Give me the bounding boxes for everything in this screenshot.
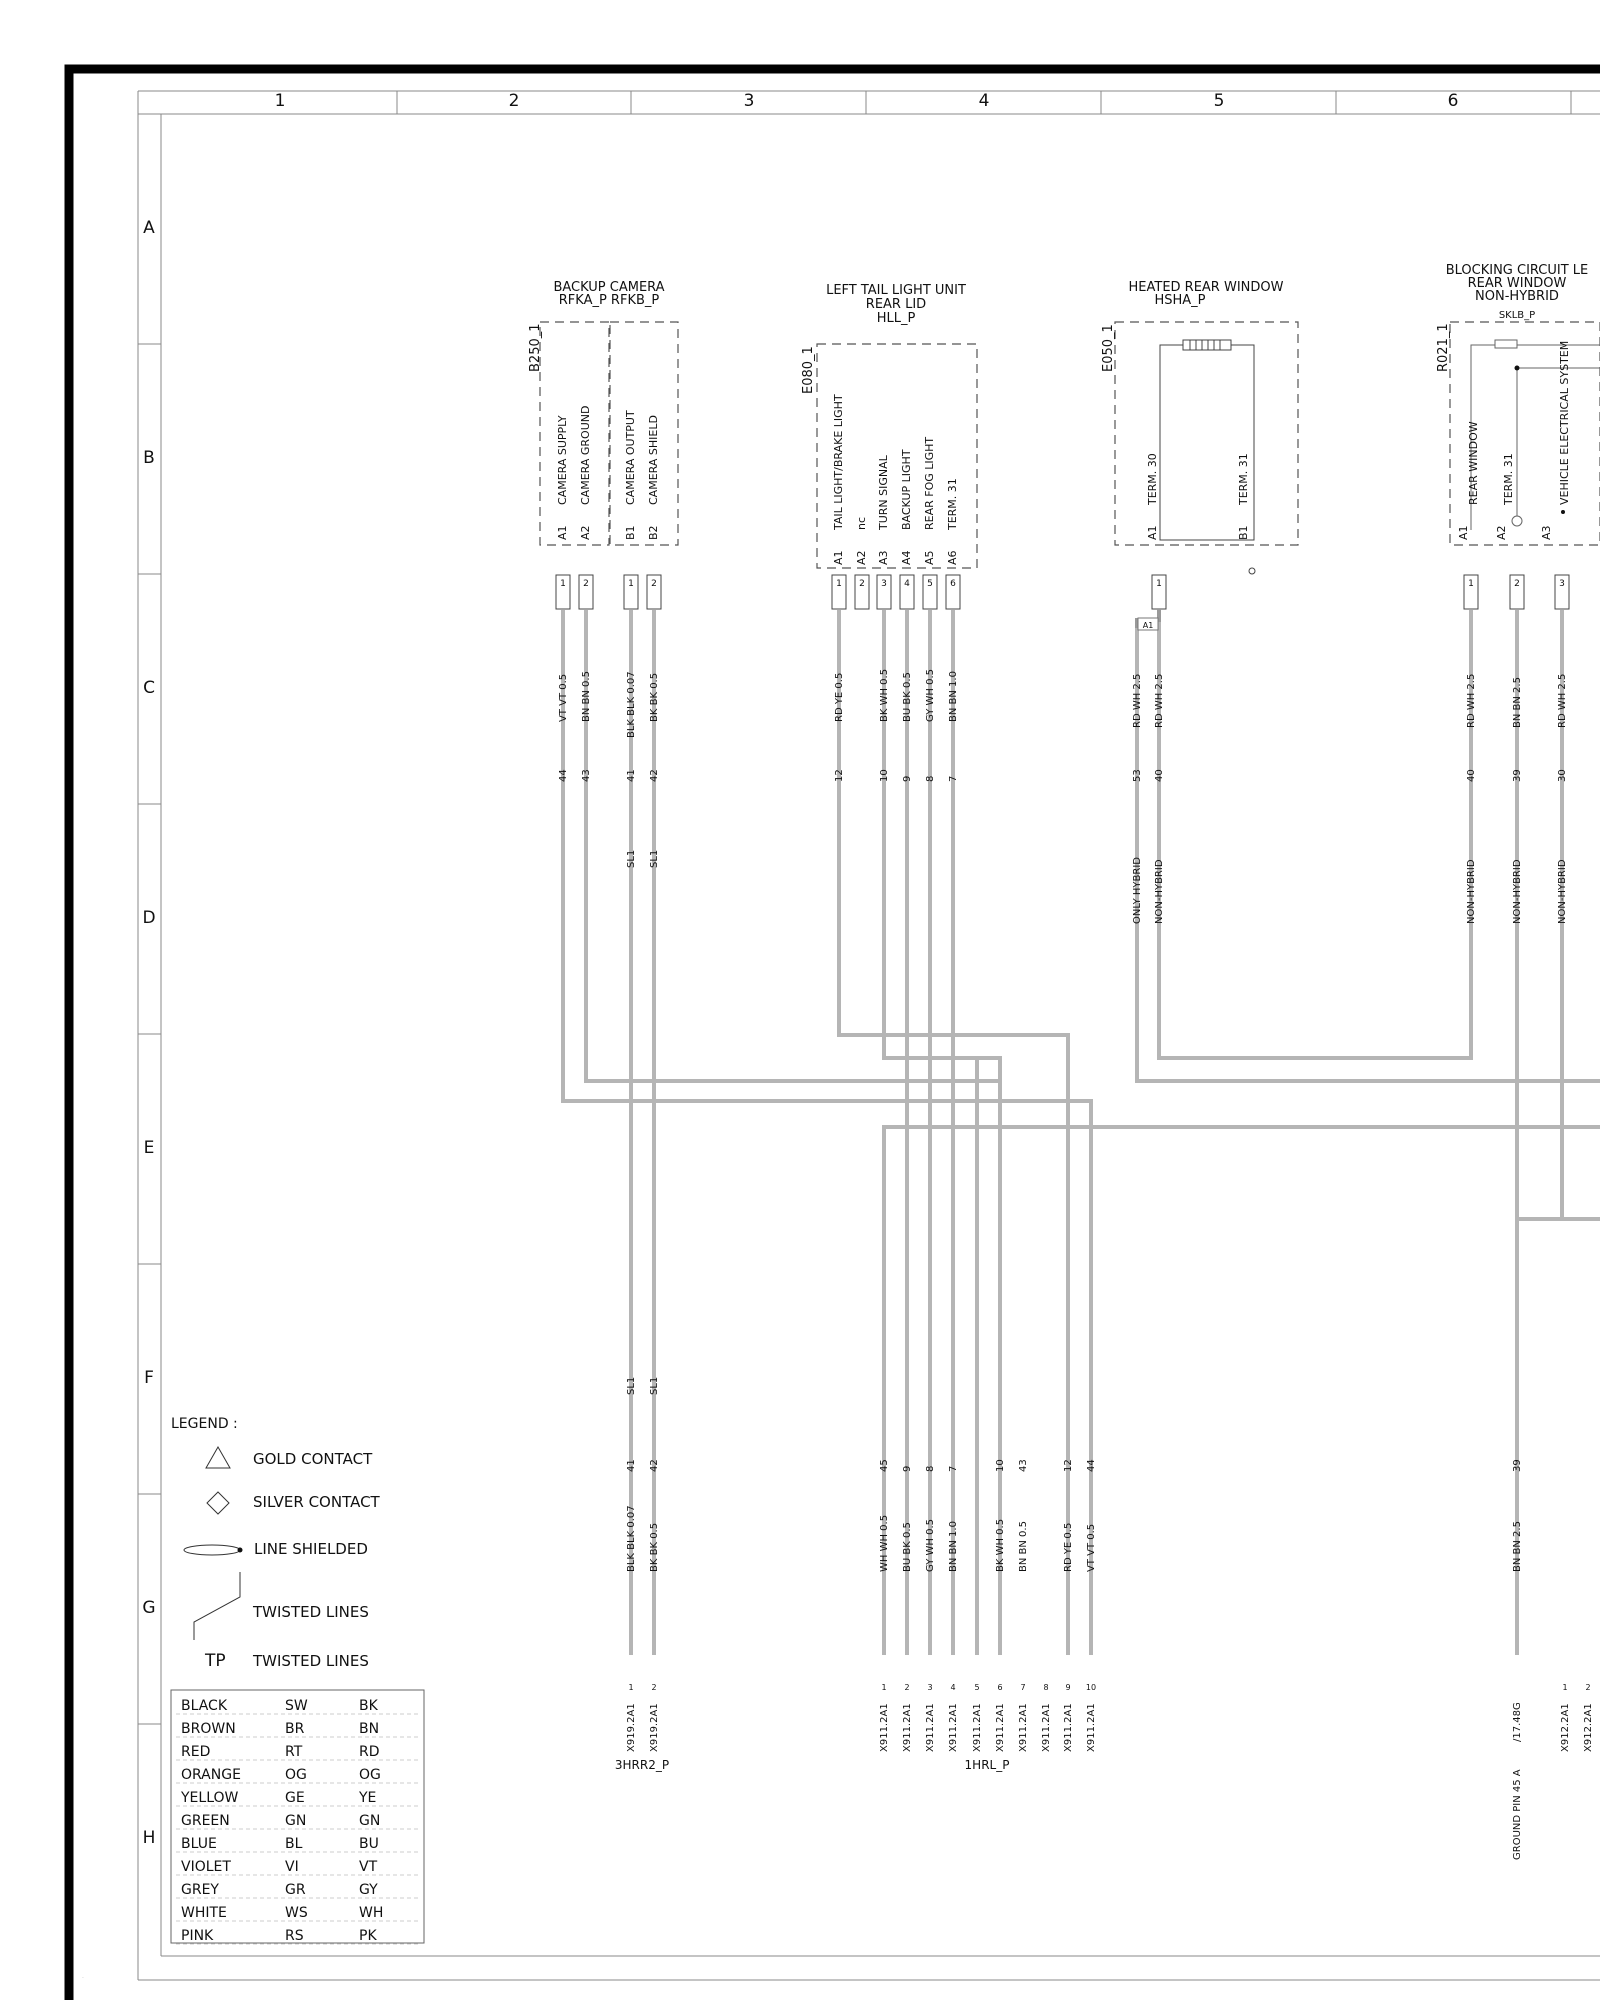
tail-socket-6: 6 xyxy=(950,579,956,589)
camera-socket-1: 1 xyxy=(560,579,566,589)
tail-socket-5: 5 xyxy=(927,579,933,589)
x911-circuit: 12 xyxy=(1063,1459,1074,1472)
column-label-2: 2 xyxy=(508,91,520,111)
blocking-code: SKLB_P xyxy=(1498,310,1536,321)
camera-pin-a1: A1 xyxy=(556,525,569,540)
legend-gold: GOLD CONTACT xyxy=(253,1450,373,1468)
circuit-42: 42 xyxy=(649,769,660,782)
color-cell: RT xyxy=(285,1744,303,1760)
backup-camera-title: BACKUP CAMERA xyxy=(553,280,665,295)
column-label-3: 3 xyxy=(743,91,755,111)
wire-40-rd-wh xyxy=(1159,610,1471,1058)
circuit-43: 43 xyxy=(581,769,592,782)
wire-45-wh-wh xyxy=(884,1127,1600,1655)
wire-label-9: BU BK 0.5 xyxy=(902,672,913,722)
circuit-44: 44 xyxy=(558,769,569,782)
blocking-subtitle-2: NON-HYBRID xyxy=(1475,289,1559,304)
turn-signal-label: TURN SIGNAL xyxy=(877,455,890,530)
wire-label-39: BN BN 2.5 xyxy=(1512,677,1523,728)
wire-label-8: GY WH 0.5 xyxy=(925,668,936,722)
color-cell: WS xyxy=(285,1905,308,1921)
color-cell: YELLOW xyxy=(181,1790,239,1806)
color-cell: BN xyxy=(359,1721,380,1737)
row-label-g: G xyxy=(142,1598,156,1618)
blocking-socket-1: 1 xyxy=(1468,579,1474,589)
rear-fog-label: REAR FOG LIGHT xyxy=(923,436,936,530)
column-label-6: 6 xyxy=(1447,91,1459,111)
legend-twisted: TWISTED LINES xyxy=(253,1603,369,1621)
tail-light-code: HLL_P xyxy=(876,311,916,326)
x911-pos: 6 xyxy=(997,1683,1003,1692)
x911-circuit: 9 xyxy=(902,1465,913,1472)
x911-wire: BK WH 0.5 xyxy=(995,1518,1006,1572)
shield-sl1-a: SL1 xyxy=(626,849,637,868)
color-cell: RS xyxy=(285,1928,304,1944)
x911-pin: X911.2A1 xyxy=(879,1703,890,1752)
x919-pin-1: X919.2A1 xyxy=(626,1703,637,1752)
tail-socket-4: 4 xyxy=(904,579,910,589)
x911-pin: X911.2A1 xyxy=(948,1703,959,1752)
x919-wire-1: BLK BLK 0.07 xyxy=(626,1505,637,1572)
color-cell: WH xyxy=(359,1905,384,1921)
color-cell: BLACK xyxy=(181,1698,228,1714)
x911-pos: 4 xyxy=(950,1683,956,1692)
color-cell: BU xyxy=(359,1836,379,1852)
legend-tp-symbol: TP xyxy=(205,1651,226,1671)
row-label-b: B xyxy=(143,448,155,468)
wire-label-42: BK BK 0.5 xyxy=(649,672,660,722)
x911-pin: X911.2A1 xyxy=(1041,1703,1052,1752)
x911-wire: BN BN 1.0 xyxy=(948,1521,959,1572)
note-only-hybrid: ONLY HYBRID xyxy=(1132,857,1143,924)
color-cell: OG xyxy=(285,1767,307,1783)
legend xyxy=(171,1416,424,1944)
line-shielded-icon xyxy=(184,1545,240,1555)
x911-wire: WH WH 0.5 xyxy=(879,1514,890,1572)
column-label-5: 5 xyxy=(1213,91,1225,111)
circuit-40-heated: 40 xyxy=(1154,769,1165,782)
silver-contact-icon xyxy=(207,1492,229,1514)
x919-name: 3HRR2_P xyxy=(614,1758,670,1772)
wire-label-12: RD YE 0.5 xyxy=(834,672,845,722)
heated-pin-b1: B1 xyxy=(1237,525,1250,540)
row-label-f: F xyxy=(144,1368,154,1388)
legend-tp: TWISTED LINES xyxy=(253,1652,369,1670)
row-label-c: C xyxy=(143,678,155,698)
blocking-subtitle-1: REAR WINDOW xyxy=(1467,276,1567,291)
heating-element-loop xyxy=(1160,345,1254,540)
circuit-40-blocking: 40 xyxy=(1466,769,1477,782)
blocking-socket-3: 3 xyxy=(1559,579,1565,589)
tail-socket-3: 3 xyxy=(881,579,887,589)
camera-pin-a2: A2 xyxy=(579,525,592,540)
x911-pin: X911.2A1 xyxy=(995,1703,1006,1752)
row-label-e: E xyxy=(143,1138,155,1158)
color-cell: GN xyxy=(285,1813,307,1829)
x912-pos-1: 1 xyxy=(1562,1683,1568,1692)
connector-x919[interactable] xyxy=(615,1377,669,1772)
blocking-socket-2: 2 xyxy=(1514,579,1520,589)
color-cell: SW xyxy=(285,1698,308,1714)
x911-circuit: 7 xyxy=(948,1465,959,1472)
tail-light-title: LEFT TAIL LIGHT UNIT xyxy=(826,283,966,298)
camera-socket-4: 2 xyxy=(651,579,657,589)
circuit-8: 8 xyxy=(925,775,936,782)
shield-dot-icon xyxy=(238,1548,243,1553)
wire-label-40-heated: RD WH 2.5 xyxy=(1154,673,1165,728)
heated-term30-label: TERM. 30 xyxy=(1146,453,1159,505)
color-cell: GR xyxy=(285,1882,306,1898)
x911-pos: 2 xyxy=(904,1683,910,1692)
wire-label-41: BLK BLK 0.07 xyxy=(626,671,637,738)
blocking-system-dot xyxy=(1561,510,1565,514)
x911-pos: 3 xyxy=(927,1683,933,1692)
circuit-53: 53 xyxy=(1132,769,1143,782)
camera-output-label: CAMERA OUTPUT xyxy=(624,410,637,505)
x911-pos: 10 xyxy=(1085,1683,1097,1692)
x911-pos: 1 xyxy=(881,1683,887,1692)
tail-pin-a4: A4 xyxy=(900,550,913,565)
color-cell: GREY xyxy=(181,1882,219,1898)
x911-pos: 8 xyxy=(1043,1683,1049,1692)
x919-circuit-1: 41 xyxy=(626,1459,637,1472)
blocking-ref: R021_1 xyxy=(1436,323,1451,372)
color-cell: GREEN xyxy=(181,1813,230,1829)
x911-pos: 9 xyxy=(1065,1683,1071,1692)
tail-pin-a1: A1 xyxy=(832,550,845,565)
wire-label-7: BN BN 1.0 xyxy=(948,671,959,722)
heated-socket-1: 1 xyxy=(1156,579,1162,589)
left-tail-light-component[interactable] xyxy=(801,283,977,782)
blocking-ground-icon xyxy=(1512,516,1522,526)
backup-camera-ref: B250_1 xyxy=(528,323,543,372)
x912-pin-2: X912.2A1 xyxy=(1583,1703,1594,1752)
circuit-30: 30 xyxy=(1557,769,1568,782)
blocking-title: BLOCKING CIRCUIT LE xyxy=(1445,263,1589,278)
ground-wire: BN BN 2.5 xyxy=(1512,1521,1523,1572)
x911-circuit: 10 xyxy=(995,1459,1006,1472)
x911-pos: 7 xyxy=(1020,1683,1026,1692)
heated-window-ref: E050_1 xyxy=(1101,324,1116,372)
x911-name: 1HRL_P xyxy=(964,1758,1010,1772)
wire-label-30: RD WH 2.5 xyxy=(1557,673,1568,728)
backup-camera-connector-a xyxy=(540,322,609,545)
color-cell: BLUE xyxy=(181,1836,217,1852)
color-cell: GE xyxy=(285,1790,305,1806)
color-cell: VI xyxy=(285,1859,299,1875)
camera-socket-3: 1 xyxy=(628,579,634,589)
note-non-hybrid-3: NON-HYBRID xyxy=(1557,859,1568,924)
blocking-pin-a3: A3 xyxy=(1540,525,1553,540)
tail-nc-label: nc xyxy=(855,516,868,530)
x911-pin: X911.2A1 xyxy=(902,1703,913,1752)
heated-window-title: HEATED REAR WINDOW xyxy=(1128,280,1284,295)
gold-contact-icon xyxy=(206,1447,230,1468)
circuit-7: 7 xyxy=(948,775,959,782)
color-cell: RD xyxy=(359,1744,380,1760)
twisted-lines-icon xyxy=(194,1572,240,1640)
heated-window-connector xyxy=(1115,322,1298,545)
color-cell: PINK xyxy=(181,1928,214,1944)
tail-pin-a5: A5 xyxy=(923,550,936,565)
color-cell: BR xyxy=(285,1721,305,1737)
heated-window-code: HSHA_P xyxy=(1154,293,1206,308)
x911-pin: X911.2A1 xyxy=(1018,1703,1029,1752)
ground-circuit: 39 xyxy=(1512,1459,1523,1472)
x911-wire: VT VT 0.5 xyxy=(1086,1523,1097,1572)
row-label-d: D xyxy=(142,908,156,928)
heated-ground-terminal xyxy=(1249,568,1255,574)
row-label-h: H xyxy=(142,1828,156,1848)
x911-pin: X911.2A1 xyxy=(925,1703,936,1752)
color-cell: BK xyxy=(359,1698,378,1714)
x911-wire: GY WH 0.5 xyxy=(925,1518,936,1572)
circuit-39: 39 xyxy=(1512,769,1523,782)
camera-shield-label: CAMERA SHIELD xyxy=(647,415,660,505)
color-cell: ORANGE xyxy=(181,1767,241,1783)
x919-pos-1: 1 xyxy=(628,1683,634,1692)
color-cell: RED xyxy=(181,1744,211,1760)
note-non-hybrid-heated: NON-HYBRID xyxy=(1154,859,1165,924)
color-cell: VIOLET xyxy=(181,1859,231,1875)
camera-supply-label: CAMERA SUPPLY xyxy=(556,415,569,505)
x911-wire: RD YE 0.5 xyxy=(1063,1522,1074,1572)
circuit-10: 10 xyxy=(879,769,890,782)
row-label-a: A xyxy=(143,218,155,238)
column-label-1: 1 xyxy=(274,91,286,111)
color-cell: OG xyxy=(359,1767,381,1783)
tail-light-ref: E080_1 xyxy=(801,346,816,394)
blocking-pin-a2: A2 xyxy=(1495,525,1508,540)
x911-pin: X911.2A1 xyxy=(1086,1703,1097,1752)
camera-socket-2: 2 xyxy=(583,579,589,589)
blocking-term31-label: TERM. 31 xyxy=(1502,453,1515,505)
tail-light-subtitle: REAR LID xyxy=(865,297,927,312)
camera-pin-b2: B2 xyxy=(647,525,660,540)
color-cell: VT xyxy=(359,1859,378,1875)
blocking-vehicle-system-label: VEHICLE ELECTRICAL SYSTEM xyxy=(1558,340,1571,505)
color-cell: BL xyxy=(285,1836,303,1852)
x911-wire: BU BK 0.5 xyxy=(902,1522,913,1572)
x919-shield-2: SL1 xyxy=(649,1376,660,1395)
x919-pos-2: 2 xyxy=(651,1683,657,1692)
tail-socket-2: 2 xyxy=(859,579,865,589)
ground-ref: /17.48G xyxy=(1512,1702,1523,1742)
backup-camera-subtitle: RFKA_P RFKB_P xyxy=(558,293,660,308)
circuit-12: 12 xyxy=(834,769,845,782)
x911-pos: 5 xyxy=(974,1683,980,1692)
blocking-diode-icon xyxy=(1495,340,1517,348)
x911-pin: X911.2A1 xyxy=(1063,1703,1074,1752)
color-cell: YE xyxy=(359,1790,377,1806)
heated-pin-a1: A1 xyxy=(1146,525,1159,540)
column-label-4: 4 xyxy=(978,91,990,111)
ground-label: GROUND PIN 45 A xyxy=(1512,1769,1523,1860)
x919-circuit-2: 42 xyxy=(649,1459,660,1472)
camera-pin-b1: B1 xyxy=(624,525,637,540)
wire-53-rd-wh xyxy=(1137,620,1600,1081)
circuit-9: 9 xyxy=(902,775,913,782)
row-dividers xyxy=(138,344,161,1724)
wire-44-vt-vt xyxy=(563,610,1091,1655)
note-non-hybrid-1: NON-HYBRID xyxy=(1466,859,1477,924)
heated-term31-label: TERM. 31 xyxy=(1237,453,1250,505)
blocking-junction-dot xyxy=(1515,366,1520,371)
wire-label-40-blocking: RD WH 2.5 xyxy=(1466,673,1477,728)
x912-pos-2: 2 xyxy=(1585,1683,1591,1692)
wire-label-53: RD WH 2.5 xyxy=(1132,673,1143,728)
tail-pin-a6: A6 xyxy=(946,550,959,565)
wire-label-10: BK WH 0.5 xyxy=(879,668,890,722)
x919-shield-1: SL1 xyxy=(626,1376,637,1395)
color-cell: BROWN xyxy=(181,1721,236,1737)
blocking-internal-line xyxy=(1471,345,1600,530)
backup-camera-component[interactable] xyxy=(528,280,678,868)
splice-label: A1 xyxy=(1142,621,1154,630)
color-cell: PK xyxy=(359,1928,377,1944)
x911-wire: BN BN 0.5 xyxy=(1018,1521,1029,1572)
note-non-hybrid-2: NON-HYBRID xyxy=(1512,859,1523,924)
tail-pin-a3: A3 xyxy=(877,550,890,565)
color-cell: WHITE xyxy=(181,1905,227,1921)
camera-pin-sockets xyxy=(556,575,661,609)
blocking-pin-a1: A1 xyxy=(1457,525,1470,540)
corner-mark: . xyxy=(82,1973,84,1980)
wire-label-44: VT VT 0.5 xyxy=(558,673,569,722)
tail-term31-label: TERM. 31 xyxy=(946,478,959,530)
connector-x912[interactable] xyxy=(1560,1683,1594,1752)
tail-pin-sockets xyxy=(832,575,960,609)
tail-socket-1: 1 xyxy=(836,579,842,589)
connector-x911[interactable] xyxy=(879,1459,1097,1772)
legend-title: LEGEND : xyxy=(171,1416,238,1432)
legend-silver: SILVER CONTACT xyxy=(253,1493,380,1511)
wire-43-bn-bn xyxy=(586,610,1000,1655)
x911-pin: X911.2A1 xyxy=(972,1703,983,1752)
x911-circuit: 43 xyxy=(1018,1459,1029,1472)
x912-pin-1: X912.2A1 xyxy=(1560,1703,1571,1752)
legend-shielded: LINE SHIELDED xyxy=(254,1540,368,1558)
x911-circuit: 44 xyxy=(1086,1459,1097,1472)
color-cell: GY xyxy=(359,1882,378,1898)
wire-label-43: BN BN 0.5 xyxy=(581,671,592,722)
shield-sl1-b: SL1 xyxy=(649,849,660,868)
x911-circuit: 45 xyxy=(879,1459,890,1472)
circuit-41: 41 xyxy=(626,769,637,782)
tail-pin-a2: A2 xyxy=(855,550,868,565)
blocking-rear-window-label: REAR WINDOW xyxy=(1467,421,1480,505)
backup-camera-connector-b xyxy=(610,322,678,545)
heated-rear-window-component[interactable] xyxy=(1101,280,1298,924)
tail-brake-label: TAIL LIGHT/BRAKE LIGHT xyxy=(832,394,845,530)
camera-ground-label: CAMERA GROUND xyxy=(579,405,592,505)
color-cell: GN xyxy=(359,1813,381,1829)
x911-circuit: 8 xyxy=(925,1465,936,1472)
wire-routing xyxy=(563,610,1600,1655)
x919-pin-2: X919.2A1 xyxy=(649,1703,660,1752)
x919-wire-2: BK BK 0.5 xyxy=(649,1522,660,1572)
backup-light-label: BACKUP LIGHT xyxy=(900,449,913,530)
